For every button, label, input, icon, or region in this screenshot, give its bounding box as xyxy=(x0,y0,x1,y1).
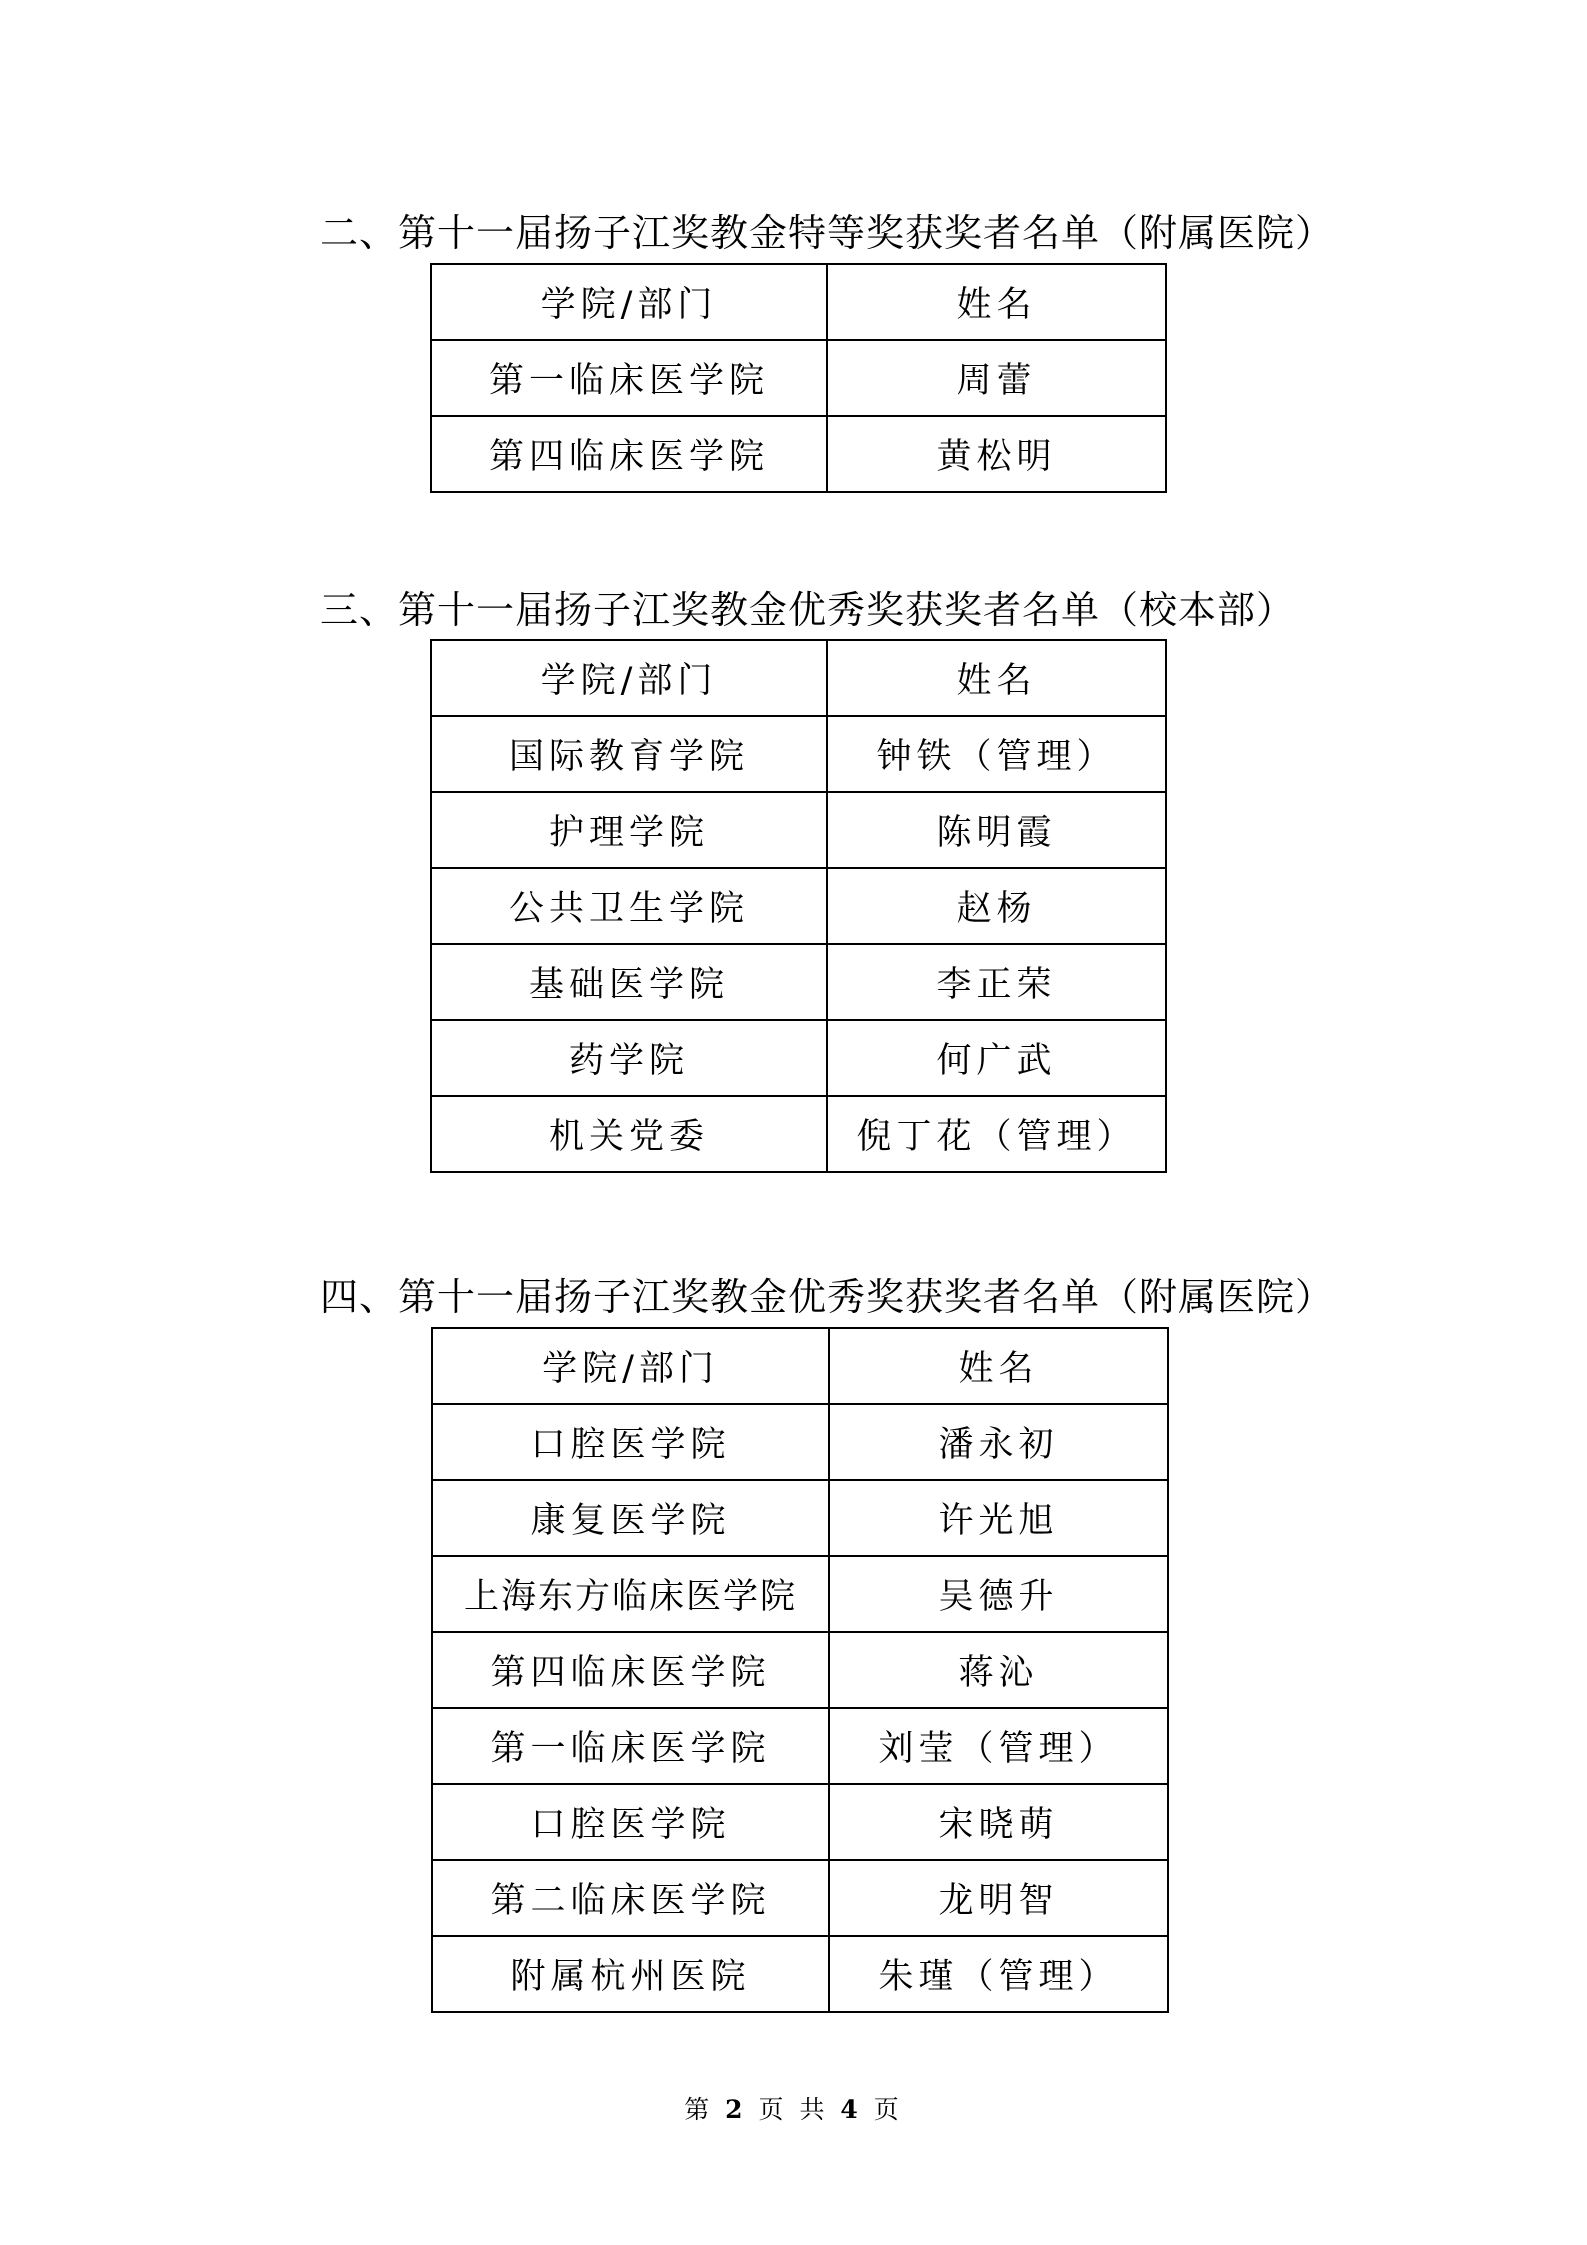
name-cell: 龙明智 xyxy=(829,1860,1168,1936)
header-dept: 学院/部门 xyxy=(432,1328,829,1404)
dept-cell: 口腔医学院 xyxy=(432,1784,829,1860)
dept-cell: 第四临床医学院 xyxy=(431,416,827,492)
name-cell: 何广武 xyxy=(827,1020,1166,1096)
name-cell: 蒋沁 xyxy=(829,1632,1168,1708)
name-cell: 陈明霞 xyxy=(827,792,1166,868)
name-cell: 吴德升 xyxy=(829,1556,1168,1632)
table-row xyxy=(432,1480,1168,1556)
name-cell: 倪丁花（管理） xyxy=(827,1096,1166,1172)
total-page-number: 4 xyxy=(840,2095,862,2124)
name-cell: 许光旭 xyxy=(829,1480,1168,1556)
table-row xyxy=(431,416,1166,492)
header-name: 姓名 xyxy=(827,640,1166,716)
name-cell: 李正荣 xyxy=(827,944,1166,1020)
name-cell: 宋晓萌 xyxy=(829,1784,1168,1860)
dept-cell: 口腔医学院 xyxy=(432,1404,829,1480)
dept-cell: 第二临床医学院 xyxy=(432,1860,829,1936)
table-row xyxy=(431,716,1166,792)
section-title: 三、第十一届扬子江奖教金优秀奖获奖者名单（校本部） xyxy=(320,588,1296,632)
section-title: 二、第十一届扬子江奖教金特等奖获奖者名单（附属医院） xyxy=(320,211,1335,255)
dept-cell: 公共卫生学院 xyxy=(431,868,827,944)
name-cell: 赵杨 xyxy=(827,868,1166,944)
page-footer xyxy=(0,2090,1587,2126)
table-header-row xyxy=(431,264,1166,340)
footer-prefix: 第 xyxy=(684,2095,714,2124)
award-table xyxy=(430,263,1167,493)
current-page-number: 2 xyxy=(725,2095,747,2124)
name-cell: 钟铁（管理） xyxy=(827,716,1166,792)
table-header-row xyxy=(432,1328,1168,1404)
name-cell: 潘永初 xyxy=(829,1404,1168,1480)
dept-cell: 第一临床医学院 xyxy=(431,340,827,416)
table-row xyxy=(431,868,1166,944)
name-cell: 朱瑾（管理） xyxy=(829,1936,1168,2012)
footer-suffix: 页 xyxy=(873,2095,903,2124)
table-header-row xyxy=(431,640,1166,716)
table-row xyxy=(432,1708,1168,1784)
section-title: 四、第十一届扬子江奖教金优秀奖获奖者名单（附属医院） xyxy=(320,1275,1335,1319)
dept-cell: 第一临床医学院 xyxy=(432,1708,829,1784)
table-row xyxy=(432,1632,1168,1708)
table-row xyxy=(432,1404,1168,1480)
header-name: 姓名 xyxy=(829,1328,1168,1404)
table-row xyxy=(431,1096,1166,1172)
dept-cell: 基础医学院 xyxy=(431,944,827,1020)
table-row xyxy=(432,1784,1168,1860)
table-row xyxy=(432,1556,1168,1632)
dept-cell: 附属杭州医院 xyxy=(432,1936,829,2012)
table-row xyxy=(432,1936,1168,2012)
name-cell: 周蕾 xyxy=(827,340,1166,416)
name-cell: 黄松明 xyxy=(827,416,1166,492)
award-table xyxy=(431,1327,1169,2013)
dept-cell: 康复医学院 xyxy=(432,1480,829,1556)
dept-cell: 机关党委 xyxy=(431,1096,827,1172)
table-row xyxy=(432,1860,1168,1936)
dept-cell: 护理学院 xyxy=(431,792,827,868)
table-row xyxy=(431,792,1166,868)
table-row xyxy=(431,1020,1166,1096)
dept-cell: 国际教育学院 xyxy=(431,716,827,792)
name-cell: 刘莹（管理） xyxy=(829,1708,1168,1784)
award-table xyxy=(430,639,1167,1173)
footer-middle: 页 共 xyxy=(758,2095,829,2124)
header-dept: 学院/部门 xyxy=(431,640,827,716)
table-row xyxy=(431,340,1166,416)
header-name: 姓名 xyxy=(827,264,1166,340)
table-row xyxy=(431,944,1166,1020)
dept-cell: 药学院 xyxy=(431,1020,827,1096)
header-dept: 学院/部门 xyxy=(431,264,827,340)
dept-cell: 上海东方临床医学院 xyxy=(432,1556,829,1632)
dept-cell: 第四临床医学院 xyxy=(432,1632,829,1708)
